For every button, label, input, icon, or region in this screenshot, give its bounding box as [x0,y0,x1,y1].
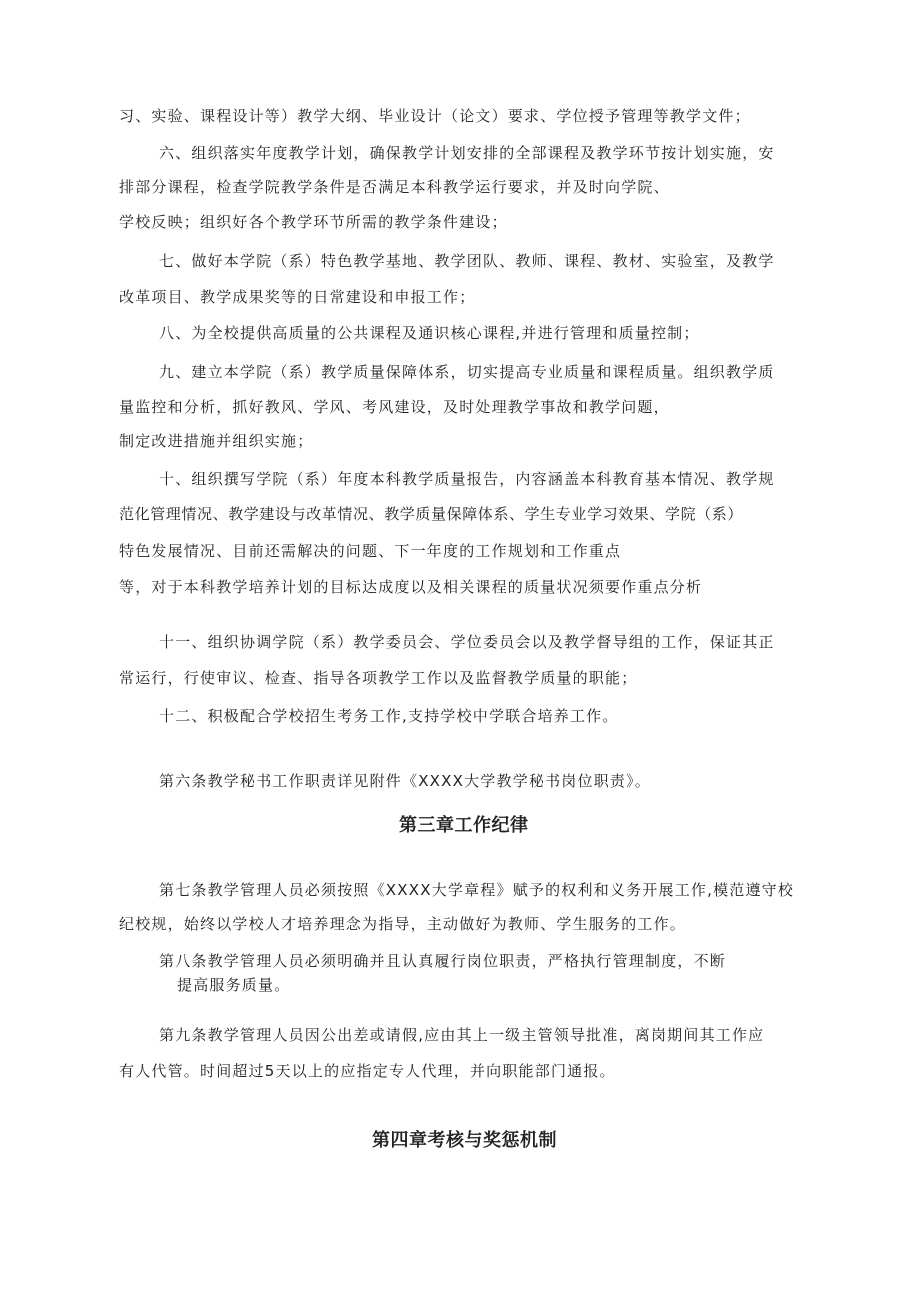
text-line: 第八条教学管理人员必须明确并且认真履行岗位职责，严格执行管理制度，不断 [159,952,727,970]
chapter-heading: 第四章考核与奖惩机制 [372,1130,557,1151]
text-line: 习、实验、课程设计等）教学大纲、毕业设计（论文）要求、学位授予管理等教学文件； [119,107,751,125]
text-line: 十一、组织协调学院（系）教学委员会、学位委员会以及教学督导组的工作，保证其正 [159,633,775,651]
text-line: 范化管理情况、教学建设与改革情况、教学质量保障体系、学生专业学习效果、学院（系） [119,505,744,523]
text-line: 第九条教学管理人员因公出差或请假,应由其上一级主管领导批准，离岗期间其工作应 [159,1026,765,1044]
chapter-heading: 第三章工作纪律 [399,815,529,836]
text-line: 八、为全校提供高质量的公共课程及通识核心课程,并进行管理和质量控制； [159,324,700,342]
text-line: 纪校规，始终以学校人才培养理念为指导，主动做好为教师、学生服务的工作。 [119,915,687,933]
text-line: 九、建立本学院（系）教学质量保障体系，切实提高专业质量和课程质量。组织教学质 [159,363,775,381]
text-line: 提高服务质量。 [177,976,291,994]
text-line: 常运行，行使审议、检查、指导各项教学工作以及监督教学质量的职能； [119,669,638,687]
text-line: 十二、积极配合学校招生考务工作,支持学校中学联合培养工作。 [159,707,619,725]
text-line: 第六条教学秘书工作职责详见附件《XXXX大学教学秘书岗位职责》。 [159,772,652,790]
text-line: 特色发展情况、目前还需解决的问题、下一年度的工作规划和工作重点 [119,542,622,560]
text-line: 学校反映；组织好各个教学环节所需的教学条件建设； [119,213,508,231]
text-line: 制定改进措施并组织实施； [119,432,314,450]
text-line: 六、组织落实年度教学计划，确保教学计划安排的全部课程及教学环节按计划实施，安 [159,144,775,162]
text-line: 排部分课程，检查学院教学条件是否满足本科教学运行要求，并及时向学院、 [119,178,670,196]
text-line: 十、组织撰写学院（系）年度本科教学质量报告，内容涵盖本科教育基本情况、教学规 [159,470,775,488]
text-line: 改革项目、教学成果奖等的日常建设和申报工作； [119,288,476,306]
text-line: 量监控和分析，抓好教风、学风、考风建设，及时处理教学事故和教学问题， [119,398,670,416]
text-line: 有人代管。时间超过5天以上的应指定专人代理，并向职能部门通报。 [119,1062,616,1080]
text-line: 第七条教学管理人员必须按照《XXXX大学章程》赋予的权利和义务开展工作,模范遵守校 [159,881,795,899]
text-line: 七、做好本学院（系）特色教学基地、教学团队、教师、课程、教材、实验室，及教学 [159,252,775,270]
text-line: 等，对于本科教学培养计划的目标达成度以及相关课程的质量状况须要作重点分析 [119,578,703,596]
